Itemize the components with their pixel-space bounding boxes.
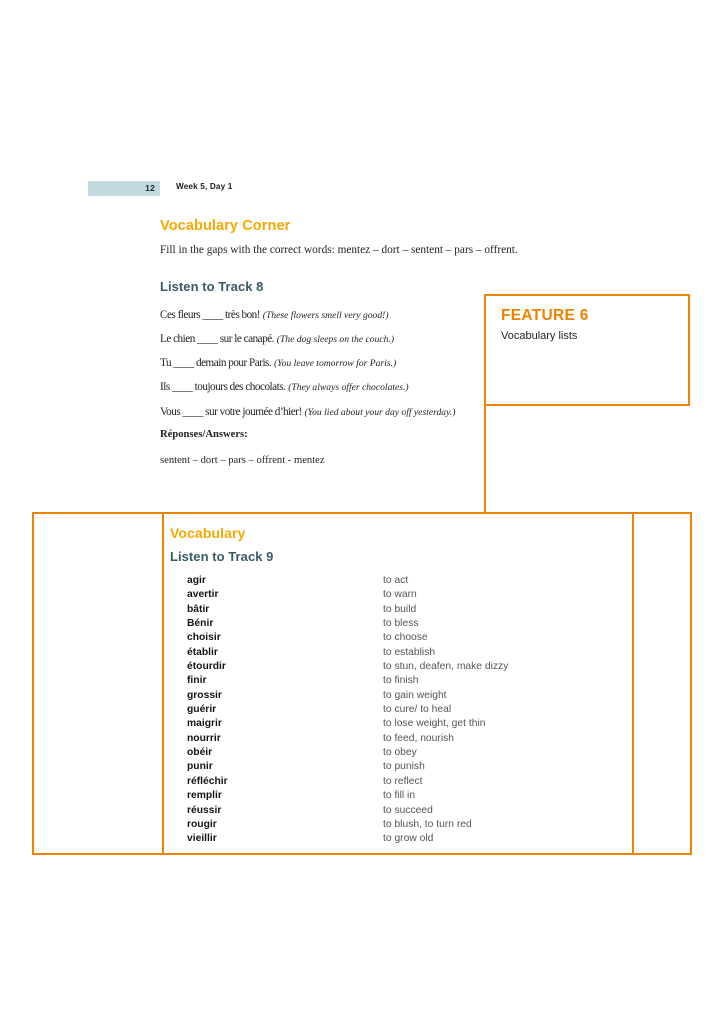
page-number: 12 [88, 181, 160, 196]
vocabulary-panel [32, 512, 692, 855]
vocab-term: avertir [187, 589, 219, 601]
running-head-title: Week 5, Day 1 [176, 182, 233, 191]
table-row [170, 660, 620, 674]
table-row [170, 818, 620, 832]
panel-divider-right [632, 514, 634, 853]
vocab-term: vieillir [187, 833, 217, 845]
vocab-term: obéir [187, 747, 213, 759]
sentence-french: Ils ____ toujours des chocolats. [160, 381, 286, 394]
list-item [160, 405, 580, 420]
panel-divider-left [162, 514, 164, 853]
vocab-term: établir [187, 646, 218, 658]
vocab-term: remplir [187, 790, 222, 802]
listen-to-track-9-heading: Listen to Track 9 [170, 549, 274, 564]
vocab-definition: to bless [383, 618, 419, 630]
vocab-definition: to feed, nourish [383, 732, 454, 744]
callout-connector-line [484, 406, 486, 513]
vocabulary-corner-heading: Vocabulary Corner [160, 218, 291, 234]
vocab-definition: to blush, to turn red [383, 818, 472, 830]
table-row [170, 617, 620, 631]
vocab-definition: to lose weight, get thin [383, 718, 486, 730]
table-row [170, 746, 620, 760]
vocab-term: bâtir [187, 603, 210, 615]
table-row [170, 717, 620, 731]
vocab-term: choisir [187, 632, 221, 644]
table-row [170, 588, 620, 602]
sentence-english: (They always offer chocolates.) [288, 382, 409, 394]
feature-callout-title: FEATURE 6 [501, 307, 589, 324]
vocab-definition: to fill in [383, 790, 416, 802]
vocab-term: Bénir [187, 618, 214, 630]
listen-to-track-8-heading: Listen to Track 8 [160, 279, 264, 295]
vocab-term: grossir [187, 689, 222, 701]
vocab-definition: to obey [383, 747, 417, 759]
vocab-term: réussir [187, 804, 222, 816]
vocab-term: nourrir [187, 732, 221, 744]
sentence-french: Le chien ____ sur le canapé. [160, 333, 274, 346]
sentence-french: Vous ____ sur votre journée d’hier! [160, 405, 302, 418]
feature-callout-box [484, 294, 690, 406]
vocab-definition: to finish [383, 675, 419, 687]
vocab-definition: to cure/ to heal [383, 704, 452, 716]
vocab-definition: to act [383, 575, 409, 586]
vocabulary-table [170, 574, 620, 847]
table-row [170, 789, 620, 803]
vocabulary-heading: Vocabulary [170, 525, 246, 541]
table-row [170, 631, 620, 645]
table-row [170, 775, 620, 789]
vocab-definition: to warn [383, 589, 417, 601]
vocab-definition: to build [383, 603, 417, 615]
vocab-term: réfléchir [187, 775, 228, 787]
vocab-term: étourdir [187, 661, 226, 673]
table-row [170, 646, 620, 660]
vocab-term: maigrir [187, 718, 222, 730]
sentence-french: Tu ____ demain pour Paris. [160, 357, 272, 370]
sentence-english: (These flowers smell very good!) [262, 310, 389, 322]
table-row [170, 674, 620, 688]
exercise-instruction: Fill in the gaps with the correct words: mentez – dort – sentent – pars – offrent. [160, 244, 518, 256]
sentence-english: (You leave tomorrow for Paris.) [274, 358, 397, 370]
table-row [170, 804, 620, 818]
table-row [170, 574, 620, 588]
table-row [170, 832, 620, 846]
table-row [170, 603, 620, 617]
feature-callout-subtitle: Vocabulary lists [501, 330, 578, 342]
sentence-english: (You lied about your day off yesterday.) [304, 406, 456, 418]
vocab-term: guérir [187, 704, 217, 716]
sentence-french: Ces fleurs ____ très bon! [160, 309, 260, 322]
vocab-term: finir [187, 675, 207, 687]
answers-text: sentent – dort – pars – offrent - mentez [160, 454, 325, 466]
vocab-term: punir [187, 761, 213, 773]
vocab-definition: to grow old [383, 833, 434, 845]
vocab-term: rougir [187, 818, 217, 830]
vocab-definition: to punish [383, 761, 425, 773]
vocab-definition: to gain weight [383, 689, 447, 701]
running-head [88, 181, 648, 197]
vocab-definition: to succeed [383, 804, 433, 816]
sentence-english: (The dog sleeps on the couch.) [276, 334, 395, 346]
vocab-definition: to reflect [383, 775, 423, 787]
vocab-definition: to stun, deafen, make dizzy [383, 661, 509, 673]
vocabulary-panel-body [170, 525, 620, 847]
vocab-definition: to establish [383, 646, 436, 658]
vocab-definition: to choose [383, 632, 428, 644]
vocab-term: agir [187, 575, 206, 586]
answers-label: Réponses/Answers: [160, 428, 248, 440]
table-row [170, 689, 620, 703]
table-row [170, 760, 620, 774]
table-row [170, 732, 620, 746]
table-row [170, 703, 620, 717]
